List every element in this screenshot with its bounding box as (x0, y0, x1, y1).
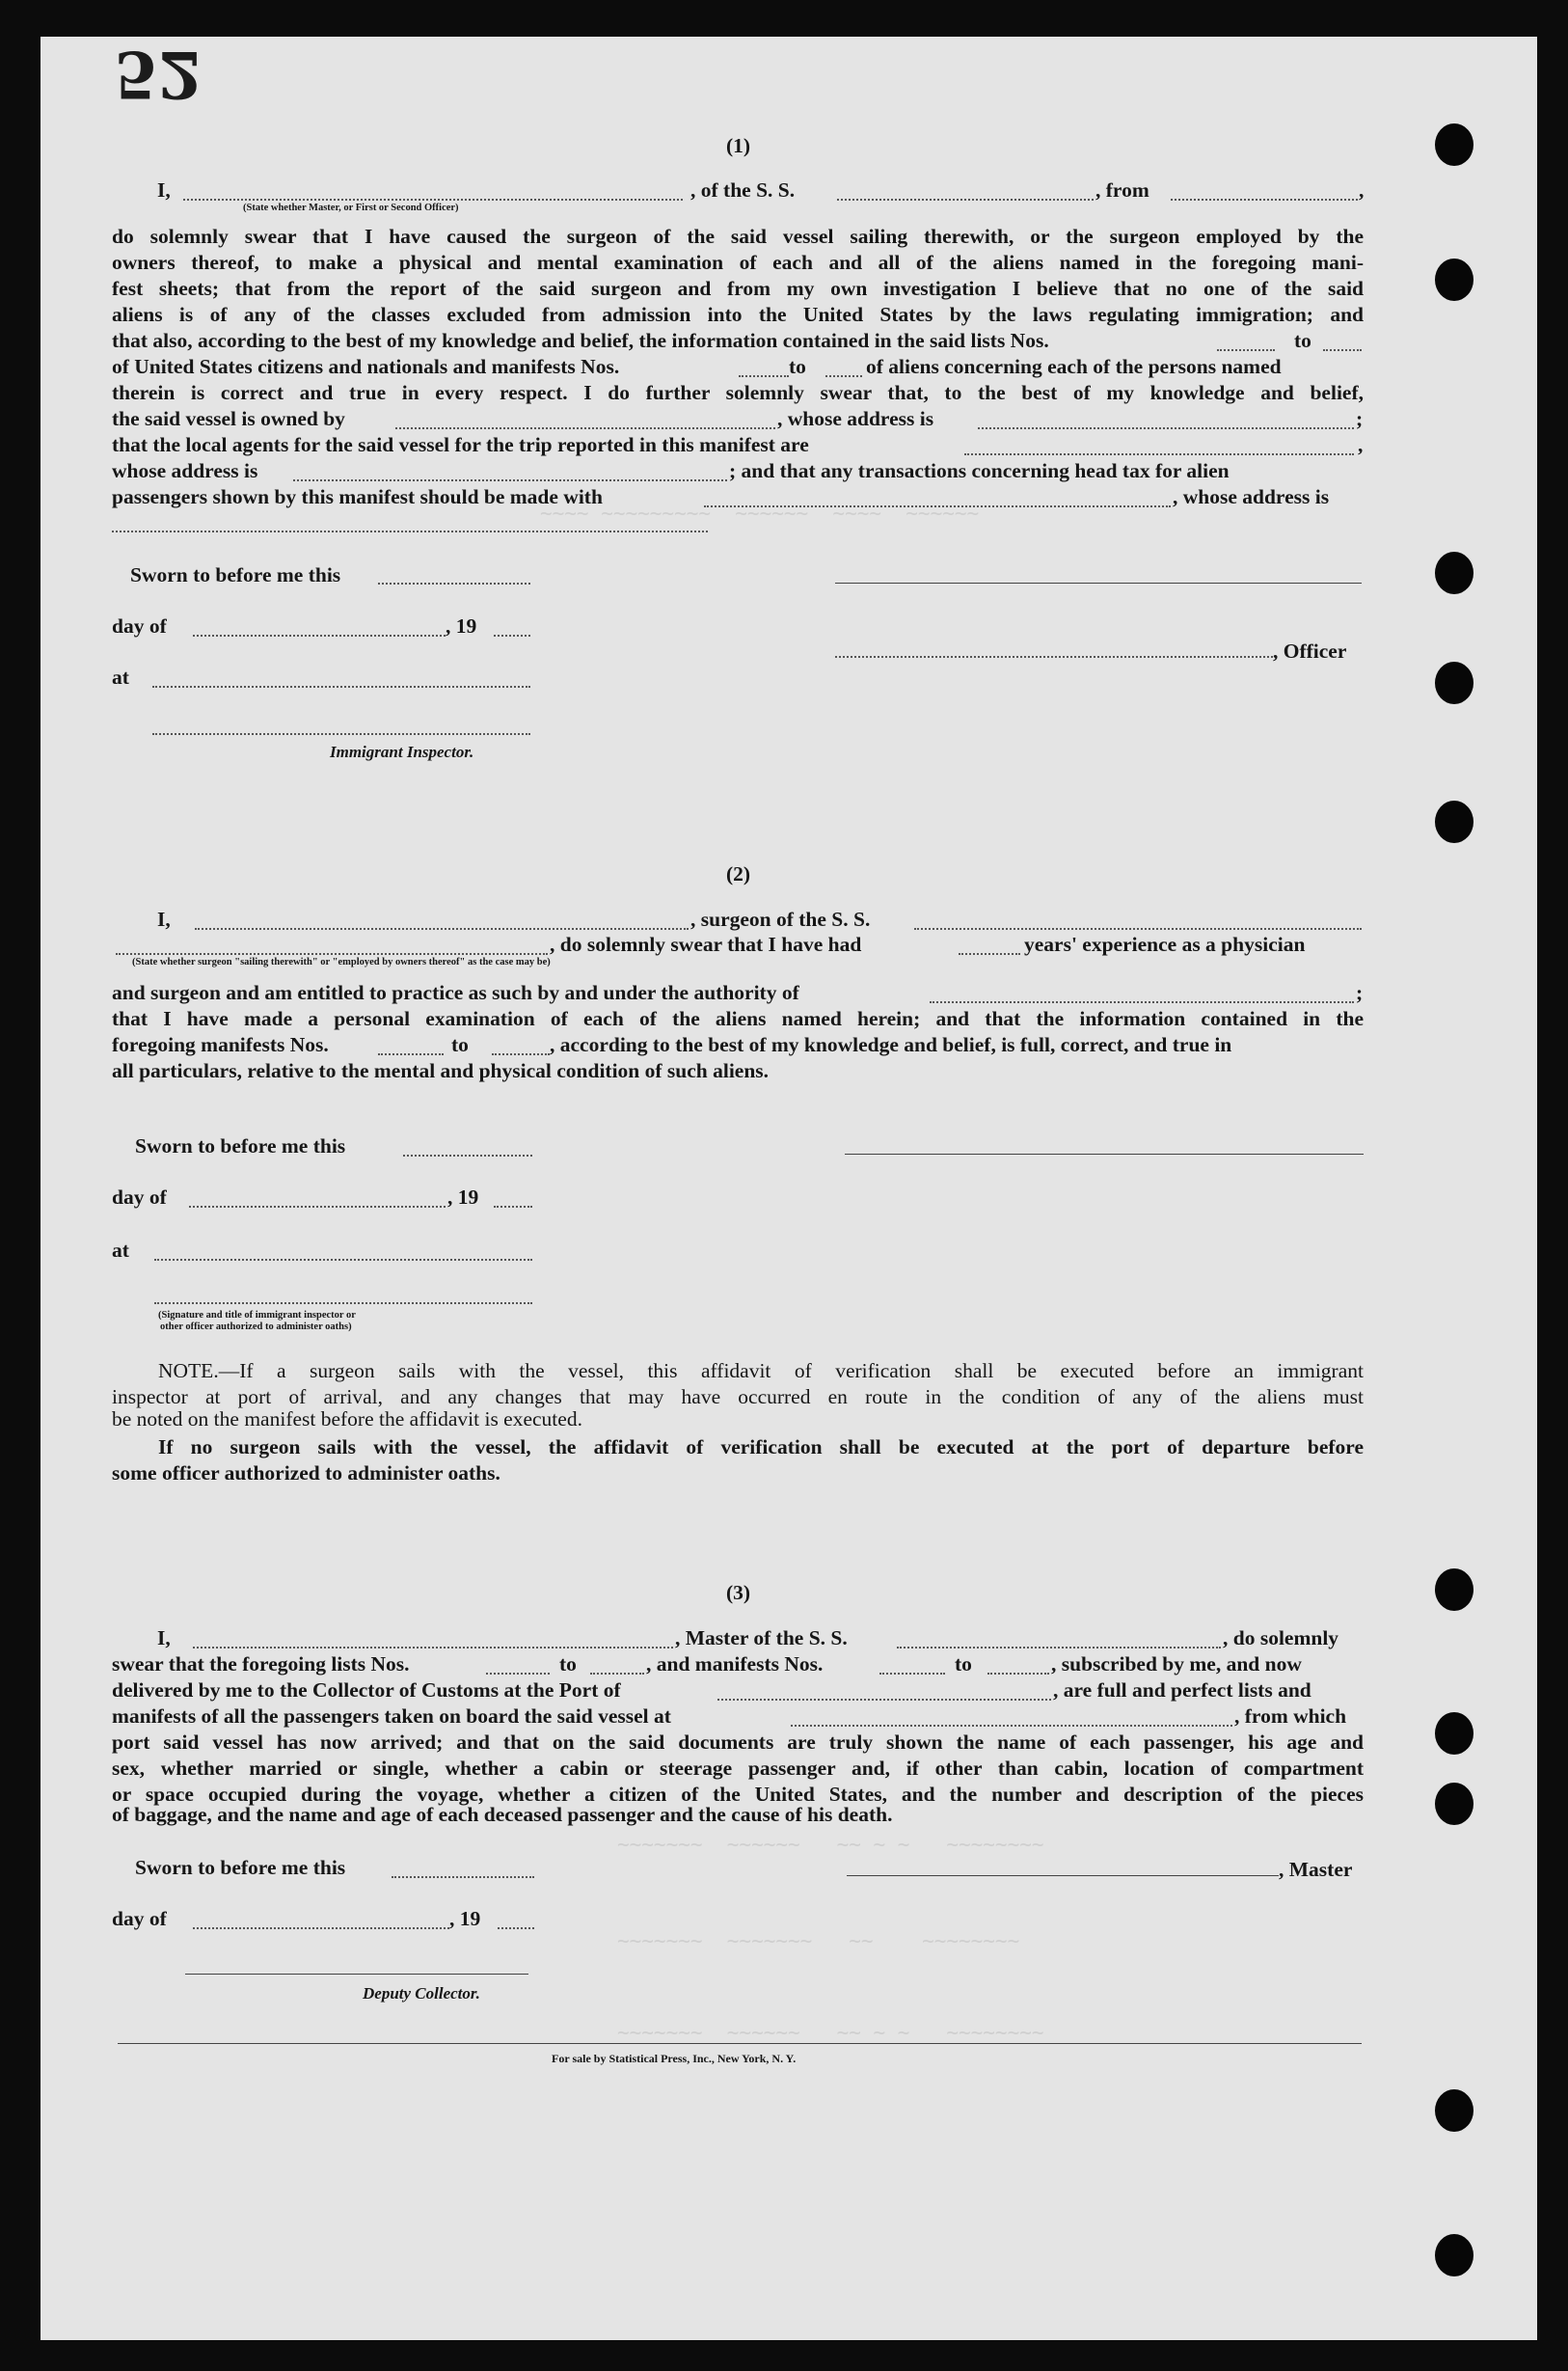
deputy-collector-label: Deputy Collector. (363, 1984, 480, 2003)
port-of-embarkation-field[interactable] (791, 1725, 1232, 1727)
deputy-signature-line[interactable] (185, 1974, 528, 1975)
manifests-to-field[interactable] (825, 375, 862, 377)
punch-hole (1435, 1568, 1473, 1611)
at-label: at (112, 1239, 129, 1262)
surgeon-hint: (State whether surgeon "sailing therewith" or "employed by owners thereof" as the case may be) (132, 957, 551, 967)
inspector-signature-field[interactable] (152, 733, 530, 735)
manifests-from-field[interactable] (378, 1053, 444, 1055)
lists-label: swear that the foregoing lists Nos. (112, 1652, 410, 1676)
comma-label: , (1359, 178, 1365, 202)
punch-hole (1435, 1783, 1473, 1825)
signature-hint: (Signature and title of immigrant inspector or (158, 1310, 356, 1321)
surgeon-of-ss-label: , surgeon of the S. S. (690, 908, 871, 931)
i-label: I, (157, 1626, 171, 1649)
oath-line: do solemnly swear that I have caused the surgeon of the said vessel sailing therewith, or the surgeon employed by the (112, 225, 1364, 248)
manifests-from-field[interactable] (879, 1673, 945, 1675)
note-line: some officer authorized to administer oaths. (112, 1461, 500, 1485)
section-heading: (3) (726, 1581, 751, 1604)
punch-hole (1435, 2234, 1473, 2276)
master-name-field[interactable] (183, 199, 683, 201)
at-label: at (112, 666, 129, 689)
day-of-label: day of (112, 614, 167, 638)
to-label: to (559, 1652, 577, 1676)
day-of-label: day of (112, 1907, 167, 1930)
to-label: to (955, 1652, 972, 1676)
sworn-label: Sworn to before me this (135, 1134, 346, 1158)
whose-address-label: , whose address is (1173, 485, 1330, 508)
officer-hint: (State whether Master, or First or Second Officer) (243, 203, 459, 213)
oath-line: therein is correct and true in every respect. I do further solemnly swear that, to the best of my knowledge and belief, (112, 381, 1364, 404)
master-name-field[interactable] (193, 1647, 673, 1649)
year-field[interactable] (494, 1206, 532, 1208)
whose-address-label: , whose address is (777, 407, 934, 430)
vessel-name-field[interactable] (897, 1647, 1221, 1649)
surgeon-status-field[interactable] (116, 953, 548, 955)
officer-label: , Officer (1273, 640, 1347, 663)
oath-line: all particulars, relative to the mental and physical condition of such aliens. (112, 1059, 770, 1082)
month-field[interactable] (189, 1206, 446, 1208)
punch-hole (1435, 1712, 1473, 1755)
semicolon-label: ; (1356, 981, 1364, 1004)
to-label: to (451, 1033, 469, 1056)
sworn-date-field[interactable] (403, 1155, 532, 1157)
foregoing-label: foregoing manifests Nos. (112, 1033, 329, 1056)
note-line: be noted on the manifest before the affidavit is executed. (112, 1407, 582, 1431)
of-the-ss-label: , of the S. S. (690, 178, 796, 202)
port-of-departure-field[interactable] (1171, 199, 1358, 201)
swear-label: , do solemnly (1223, 1626, 1339, 1649)
local-agents-label: that the local agents for the said vessel for the trip reported in this manifest are (112, 433, 809, 456)
oath-line: that also, according to the best of my knowledge and belief, the information contained in the said lists Nos. (112, 329, 1049, 352)
manifests-from-field[interactable] (739, 375, 789, 377)
from-which-label: , from which (1234, 1704, 1347, 1728)
years-field[interactable] (959, 953, 1020, 955)
inspector-label: Immigrant Inspector. (330, 743, 474, 761)
punch-hole (1435, 123, 1473, 166)
section-heading: (2) (726, 862, 751, 886)
note-label: NOTE. (158, 1359, 219, 1382)
officer-signature-line[interactable] (835, 583, 1362, 584)
owner-address-field[interactable] (978, 427, 1354, 429)
note-text: —If a surgeon sails with the vessel, this affidavit of verification shall be executed before an immigrant (218, 1359, 1364, 1382)
year-label: , 19 (449, 1907, 481, 1930)
footer-rule (118, 2043, 1362, 2044)
subscribed-label: , subscribed by me, and now (1051, 1652, 1302, 1676)
full-perfect-label: , are full and perfect lists and (1053, 1678, 1311, 1702)
lists-from-field[interactable] (486, 1673, 550, 1675)
according-label: , according to the best of my knowledge and belief, is full, correct, and true in (550, 1033, 1232, 1056)
head-tax-agent-field[interactable] (704, 505, 1171, 507)
punch-hole (1435, 801, 1473, 843)
citizens-label: of United States citizens and nationals and manifests Nos. (112, 355, 620, 378)
oath-line: or space occupied during the voyage, whether a citizen of the United States, and the number and description of the pieces (112, 1783, 1364, 1806)
punch-hole (1435, 2089, 1473, 2132)
day-of-label: day of (112, 1186, 167, 1209)
delivered-label: delivered by me to the Collector of Customs at the Port of (112, 1678, 621, 1702)
comma-label: , (1358, 433, 1364, 456)
owner-field[interactable] (395, 427, 775, 429)
punch-hole (1435, 552, 1473, 594)
aliens-label: of aliens concerning each of the persons named (866, 355, 1282, 378)
sworn-date-field[interactable] (378, 583, 530, 585)
bleed-through-text: ~~~~~~~ ~~~~~~~ ~~ ~~~~~~~~ (617, 1929, 1020, 1952)
year-label: , 19 (447, 1186, 479, 1209)
master-signature-line[interactable] (847, 1875, 1279, 1876)
printer-imprint: For sale by Statistical Press, Inc., New York, N. Y. (552, 2052, 797, 2065)
whose-address-label: whose address is (112, 459, 258, 482)
vessel-name-field[interactable] (914, 928, 1362, 930)
officer-name-field[interactable] (835, 656, 1273, 658)
from-label: , from (1095, 178, 1149, 202)
lists-from-field[interactable] (1217, 349, 1275, 351)
port-field[interactable] (717, 1699, 1051, 1701)
agents-address-field[interactable] (293, 479, 727, 481)
section-heading: (1) (726, 134, 751, 157)
place-field[interactable] (152, 686, 530, 688)
oath-line: that I have made a personal examination of each of the aliens named herein; and that the information contained in the (112, 1007, 1364, 1030)
authority-label: and surgeon and am entitled to practice as such by and under the authority of (112, 981, 799, 1004)
sworn-label: Sworn to before me this (135, 1856, 346, 1879)
bleed-through-text: ~~~~~~~ ~~~~~~ ~~ ~ ~ ~~~~~~~~ (617, 2021, 1044, 2044)
surgeon-name-field[interactable] (195, 928, 689, 930)
surgeon-signature-line[interactable] (845, 1154, 1364, 1155)
authority-field[interactable] (930, 1001, 1354, 1003)
semicolon-label: ; (1356, 407, 1364, 430)
note-line: If no surgeon sails with the vessel, the affidavit of verification shall be executed at the port of departure before (158, 1435, 1364, 1458)
month-field[interactable] (193, 1927, 449, 1929)
lists-to-field[interactable] (590, 1673, 644, 1675)
passengers-label: passengers shown by this manifest should be made with (112, 485, 603, 508)
manifests-to-field[interactable] (987, 1673, 1049, 1675)
to-label: to (1294, 329, 1311, 352)
oath-line: fest sheets; that from the report of the said surgeon and from my own investigation I believe that no one of the said (112, 277, 1364, 300)
oath-line: of baggage, and the name and age of each deceased passenger and the cause of his death. (112, 1803, 893, 1826)
oath-line: port said vessel has now arrived; and that on the said documents are truly shown the name of each passenger, his age and (112, 1731, 1364, 1754)
punch-hole (1435, 259, 1473, 301)
head-tax-label: ; and that any transactions concerning head tax for alien (729, 459, 1230, 482)
to-label: to (789, 355, 806, 378)
manifests-of-label: manifests of all the passengers taken on board the said vessel at (112, 1704, 671, 1728)
bleed-through-text: ~~~~~~~ ~~~~~~ ~~ ~ ~ ~~~~~~~~ (617, 1833, 1044, 1856)
head-tax-address-field[interactable] (112, 531, 708, 532)
manifests-to-field[interactable] (492, 1053, 550, 1055)
year-label: , 19 (446, 614, 477, 638)
vessel-name-field[interactable] (837, 199, 1094, 201)
note-line: inspector at port of arrival, and any changes that may have occurred en route in the condition of any of the aliens must (112, 1385, 1364, 1408)
swear-label: , do solemnly swear that I have had (550, 933, 862, 956)
master-label: , Master of the S. S. (675, 1626, 848, 1649)
i-label: I, (157, 908, 171, 931)
place-field[interactable] (154, 1259, 532, 1261)
month-field[interactable] (193, 635, 446, 637)
oath-line: aliens is of any of the classes excluded from admission into the United States by the laws regulating immigration; and (112, 303, 1364, 326)
sworn-label: Sworn to before me this (130, 563, 341, 586)
oath-line: sex, whether married or single, whether a cabin or steerage passenger and, if other than cabin, location of compartment (112, 1757, 1364, 1780)
lists-to-field[interactable] (1323, 349, 1362, 351)
year-field[interactable] (498, 1927, 534, 1929)
owned-by-label: the said vessel is owned by (112, 407, 345, 430)
i-label: I, (157, 178, 171, 202)
year-field[interactable] (494, 635, 530, 637)
bleed-through-text: ~~~~ ~~~~~~~~~ ~~~~~~ ~~~~ ~~~~~~ (540, 502, 980, 525)
note-line (158, 1358, 1364, 1384)
years-label: years' experience as a physician (1024, 933, 1306, 956)
oath-line: owners thereof, to make a physical and mental examination of each and all of the aliens named in the foregoing mani- (112, 251, 1364, 274)
master-signature-label: , Master (1279, 1858, 1353, 1881)
page-number: 52 (114, 37, 203, 112)
punch-hole (1435, 662, 1473, 704)
sworn-date-field[interactable] (392, 1876, 534, 1878)
inspector-signature-field[interactable] (154, 1302, 532, 1304)
manifests-label: , and manifests Nos. (646, 1652, 824, 1676)
local-agents-field[interactable] (964, 453, 1354, 455)
signature-hint: other officer authorized to administer oaths) (160, 1322, 352, 1332)
